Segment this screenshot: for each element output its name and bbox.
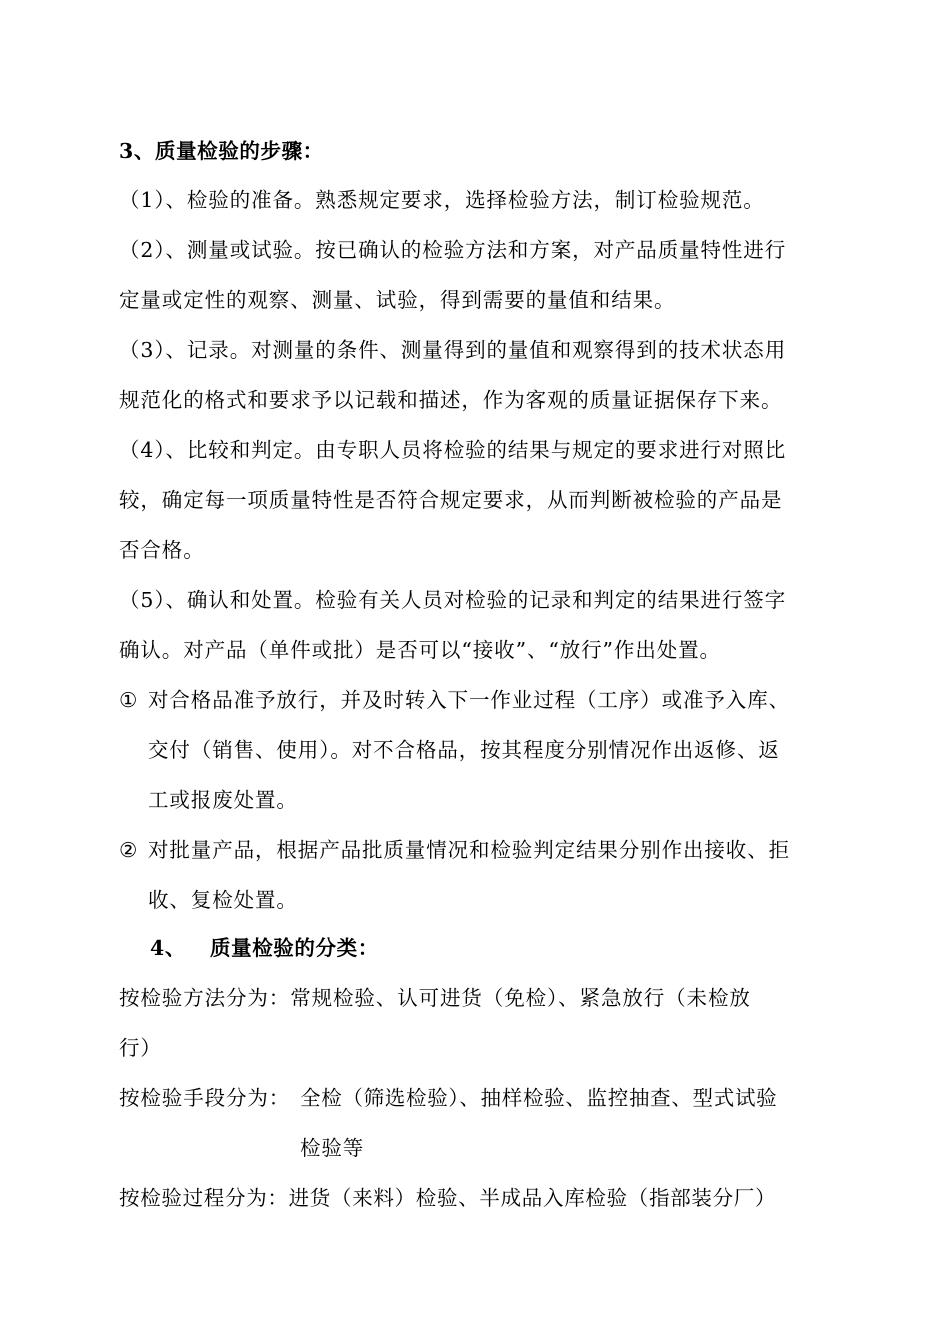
section-4-title: 质量检验的分类： bbox=[210, 936, 379, 960]
step-1-text: （1）、检验的准备。熟悉规定要求，选择检验方法，制订检验规范。 bbox=[119, 188, 765, 212]
classification-by-means-line-2: 检验等 bbox=[300, 1136, 365, 1160]
step-4-line-3: 否合格。 bbox=[119, 538, 205, 562]
step-2-line-2: 定量或定性的观察、测量、试验，得到需要的量值和结果。 bbox=[119, 288, 676, 312]
classification-by-means-line-1: 全检（筛选检验）、抽样检验、监控抽查、型式试验 bbox=[300, 1086, 778, 1110]
step-2-line-1: （2）、测量或试验。按已确认的检验方法和方案，对产品质量特性进行 bbox=[119, 238, 787, 262]
section-3-heading: 3、质量检验的步骤： bbox=[119, 139, 324, 163]
classification-by-means-label: 按检验手段分为： bbox=[119, 1086, 291, 1110]
list-item-1-line-2: 交付（销售、使用）。对不合格品，按其程度分别情况作出返修、返 bbox=[148, 738, 780, 762]
step-3-line-2: 规范化的格式和要求予以记载和描述，作为客观的质量证据保存下来。 bbox=[119, 388, 783, 412]
section-4-number: 4、 bbox=[150, 936, 186, 960]
list-item-2-line-1: 对批量产品，根据产品批质量情况和检验判定结果分别作出接收、拒 bbox=[148, 838, 790, 862]
list-item-1-marker: ① bbox=[119, 688, 139, 712]
list-item-2-marker: ② bbox=[119, 838, 139, 862]
classification-by-method-line-1: 按检验方法分为：常规检验、认可进货（免检）、紧急放行（未检放 bbox=[119, 986, 751, 1010]
step-5-line-2: 确认。对产品（单件或批）是否可以“接收”、“放行”作出处置。 bbox=[119, 638, 721, 662]
step-5-line-1: （5）、确认和处置。检验有关人员对检验的记录和判定的结果进行签字 bbox=[119, 588, 787, 612]
list-item-1-line-3: 工或报废处置。 bbox=[148, 788, 298, 812]
step-4-line-1: （4）、比较和判定。由专职人员将检验的结果与规定的要求进行对照比 bbox=[119, 438, 787, 462]
list-item-1-line-1: 对合格品准予放行，并及时转入下一作业过程（工序）或准予入库、 bbox=[148, 688, 790, 712]
classification-by-process: 按检验过程分为：进货（来料）检验、半成品入库检验（指部装分厂） bbox=[119, 1186, 777, 1210]
step-3-line-1: （3）、记录。对测量的条件、测量得到的量值和观察得到的技术状态用 bbox=[119, 338, 787, 362]
classification-by-method-line-2: 行） bbox=[119, 1036, 162, 1060]
list-item-2-line-2: 收、复检处置。 bbox=[148, 888, 298, 912]
step-4-line-2: 较，确定每一项质量特性是否符合规定要求，从而判断被检验的产品是 bbox=[119, 488, 783, 512]
